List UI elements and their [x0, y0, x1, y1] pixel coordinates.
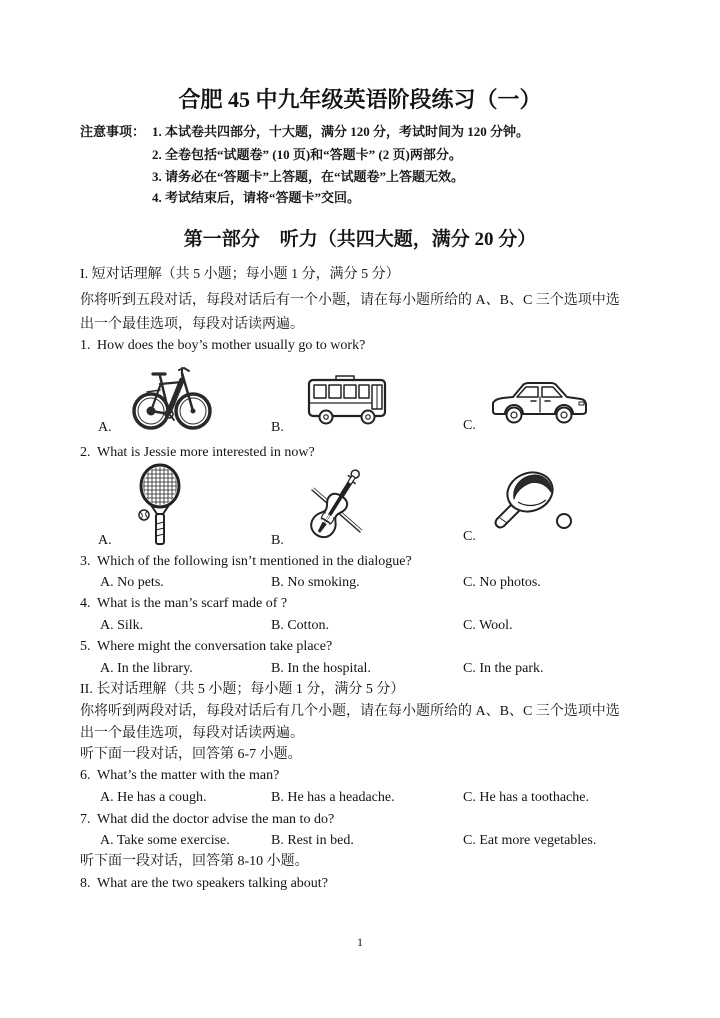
question-text: What is the man’s scarf made of ? — [97, 596, 288, 611]
page-number: 1 — [357, 935, 363, 949]
section-instructions: 你将听到两段对话，每段对话后有几个小题，请在每小题所给的 A、B、C 三个选项中选 — [80, 704, 620, 719]
option-c: C. He has a toothache. — [463, 790, 589, 805]
part-label: 第一部分 — [183, 229, 260, 250]
ping-pong-paddle-icon — [488, 468, 578, 530]
question-text: What did the doctor advise the man to do? — [97, 812, 335, 827]
option-a: A. In the library. — [100, 661, 193, 676]
option-c: C. In the park. — [463, 661, 544, 676]
option-a: A. No pets. — [100, 575, 164, 590]
question-number: 5. — [80, 639, 91, 654]
option-label: C. — [463, 529, 476, 544]
section-heading: I. 短对话理解（共 5 小题；每小题 1 分，满分 5 分） — [80, 267, 400, 282]
section-instructions: 你将听到五段对话，每段对话后有一个小题，请在每小题所给的 A、B、C 三个选项中选 — [80, 293, 620, 308]
question-text: How does the boy’s mother usually go to work? — [97, 338, 366, 353]
part-title: 听力（共四大题，满分 20 分） — [279, 229, 537, 250]
option-c: C. Eat more vegetables. — [463, 833, 597, 848]
dialogue-prompt: 听下面一段对话，回答第 6-7 小题。 — [80, 747, 302, 762]
question-text: What’s the matter with the man? — [97, 768, 280, 783]
notice-label: 注意事项： — [80, 124, 146, 139]
question-text: What are the two speakers talking about? — [97, 876, 328, 891]
question-number: 2. — [80, 445, 91, 460]
car-icon — [489, 381, 589, 427]
page-title: 合肥 45 中九年级英语阶段练习（一） — [178, 87, 542, 112]
question-number: 8. — [80, 876, 91, 891]
bicycle-icon — [131, 364, 213, 432]
option-b: B. In the hospital. — [271, 661, 371, 676]
notice-item: 4. 考试结束后，请将“答题卡”交回。 — [152, 190, 361, 205]
section-instructions: 出一个最佳选项，每段对话读两遍。 — [80, 726, 304, 741]
part-heading — [0, 227, 720, 253]
question-number: 1. — [80, 338, 91, 353]
option-a: A. Silk. — [100, 618, 144, 633]
notice-item: 1. 本试卷共四部分，十大题，满分 120 分，考试时间为 120 分钟。 — [152, 124, 530, 139]
option-a: A. He has a cough. — [100, 790, 207, 805]
option-label: C. — [463, 418, 476, 433]
question-number: 7. — [80, 812, 91, 827]
option-a: A. Take some exercise. — [100, 833, 230, 848]
option-label: A. — [98, 420, 112, 435]
violin-icon — [302, 462, 366, 548]
question-number: 6. — [80, 768, 91, 783]
section-instructions: 出一个最佳选项，每段对话读两遍。 — [80, 317, 304, 332]
question-text: What is Jessie more interested in now? — [97, 445, 315, 460]
question-number: 3. — [80, 554, 91, 569]
question-text: Where might the conversation take place? — [97, 639, 333, 654]
option-b: B. No smoking. — [271, 575, 360, 590]
option-b: B. He has a headache. — [271, 790, 395, 805]
option-b: B. Cotton. — [271, 618, 329, 633]
option-c: C. Wool. — [463, 618, 513, 633]
question-text: Which of the following isn’t mentioned in the dialogue? — [97, 554, 412, 569]
option-label: A. — [98, 533, 112, 548]
notice-item: 3. 请务必在“答题卡”上答题，在“试题卷”上答题无效。 — [152, 169, 465, 184]
question-number: 4. — [80, 596, 91, 611]
option-label: B. — [271, 420, 284, 435]
option-label: B. — [271, 533, 284, 548]
dialogue-prompt: 听下面一段对话，回答第 8-10 小题。 — [80, 854, 309, 869]
option-b: B. Rest in bed. — [271, 833, 354, 848]
bus-icon — [306, 374, 390, 428]
tennis-racket-icon — [136, 464, 184, 546]
option-c: C. No photos. — [463, 575, 541, 590]
notice-item: 2. 全卷包括“试题卷” (10 页)和“答题卡” (2 页)两部分。 — [152, 147, 462, 162]
section-heading: II. 长对话理解（共 5 小题；每小题 1 分，满分 5 分） — [80, 682, 405, 697]
